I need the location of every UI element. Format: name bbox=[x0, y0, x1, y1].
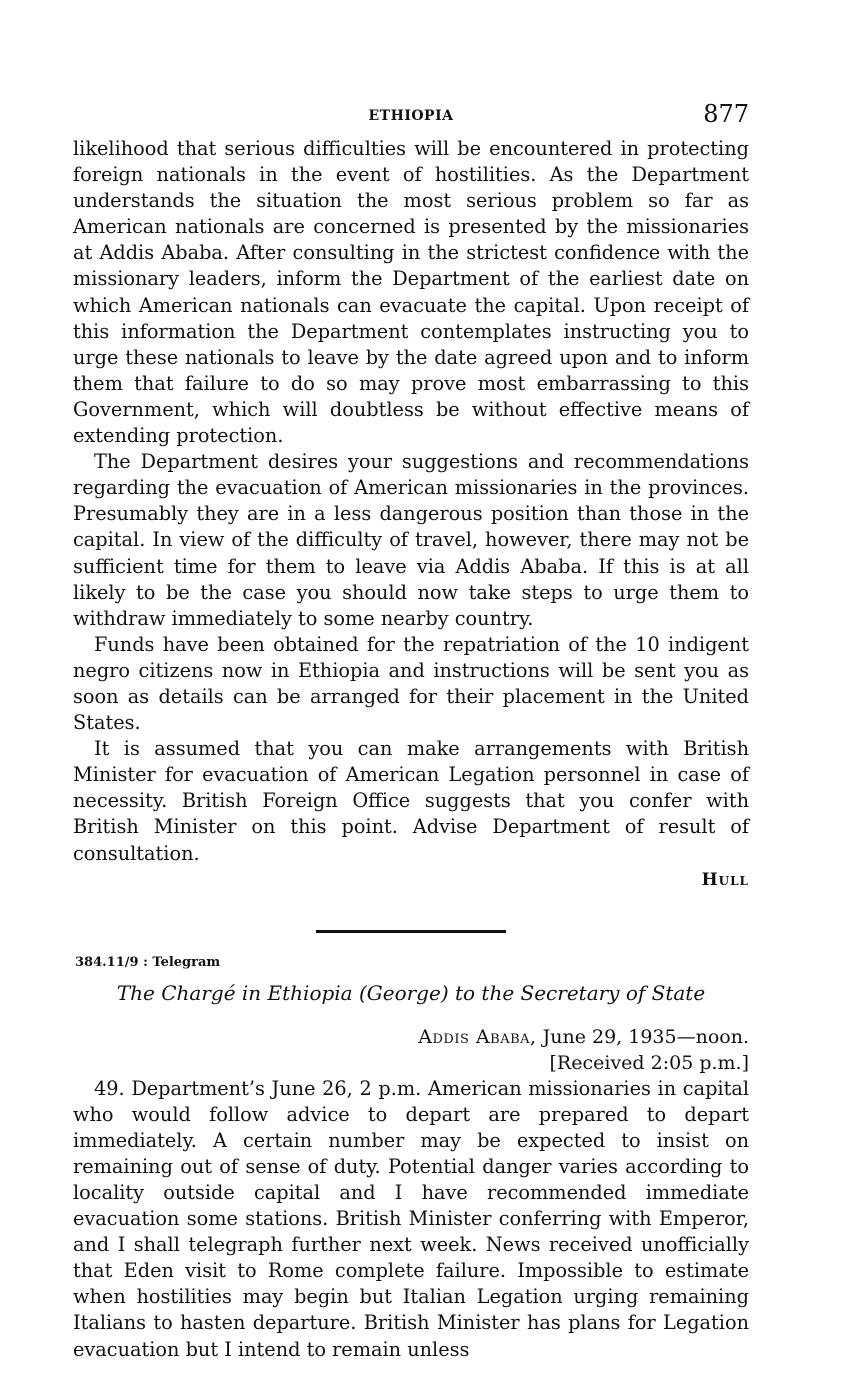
paragraph-suggestions: The Department desires your suggestions and recommendations regarding the evacuation of American missionaries in the provinces. Presumably they are in a less dangerous position than those in the capital. In view of the difficulty of travel, however, there may not be sufficient time for them to leave via Addis Ababa. If this is at all likely to be the case you should now take steps to urge them to withdraw immediately to some nearby country. bbox=[73, 450, 749, 630]
telegram-body: 49. Department’s June 26, 2 p.m. American missionaries in capital who would follow advice to depart are prepared to depart immediately. A certain number may be expected to insist on remaining out of sense of duty. Potential danger varies according to locality outside capital and I have recommended immediate evacuation some stations. British Minister conferring with Emperor, and I shall telegraph further next week. News received unofficially that Eden visit to Rome complete failure. Impossible to estimate when hostilities may begin but Italian Legation urging remaining Italians to hasten departure. British Minister has plans for Legation evacuation but I intend to remain unless bbox=[73, 1076, 749, 1361]
paragraph-continued: likelihood that serious difficulties will be encountered in protecting foreign nationals in the event of hostilities. As the Department understands the situation the most serious problem so far as American nationals are concerned is presented by the missionaries at Addis Ababa. After consulting in the strictest confidence with the missionary leaders, inform the Department of the earliest date on which American nationals can evacuate the capital. Upon receipt of this information the Department contemplates instructing you to urge these nationals to leave by the date agreed upon and to inform them that failure to do so may prove most embarrassing to this Government, which will doubtless be without effective means of extending protection. bbox=[73, 137, 749, 448]
document-title: The Chargé in Ethiopia (George) to the Secretary of State bbox=[116, 980, 706, 1005]
dateline-date: June 29, 1935—noon. bbox=[536, 1025, 749, 1048]
paragraph-funds: Funds have been obtained for the repatriation of the 10 indigent negro citizens now in Ethiopia and instructions will be sent you as soon as details can be arranged for their placement in the United States. bbox=[73, 632, 749, 735]
page-number: 877 bbox=[703, 100, 749, 128]
paragraph-arrangements: It is assumed that you can make arrangements with British Minister for evacuation of American Legation personnel in case of necessity. British Foreign Office suggests that you confer with British Minister on this point. Advise Department of result of consultation. bbox=[73, 737, 749, 865]
file-reference: 384.11/9 : Telegram bbox=[75, 954, 221, 970]
running-title: ETHIOPIA bbox=[368, 108, 454, 124]
received-time: [Received 2:05 p.m.] bbox=[549, 1051, 749, 1074]
signature: Hull bbox=[701, 869, 749, 890]
dateline bbox=[73, 1024, 749, 1050]
document-page bbox=[73, 96, 749, 1363]
dateline-place: Addis Ababa, bbox=[418, 1025, 537, 1048]
running-header bbox=[73, 96, 749, 136]
section-divider bbox=[316, 930, 506, 933]
